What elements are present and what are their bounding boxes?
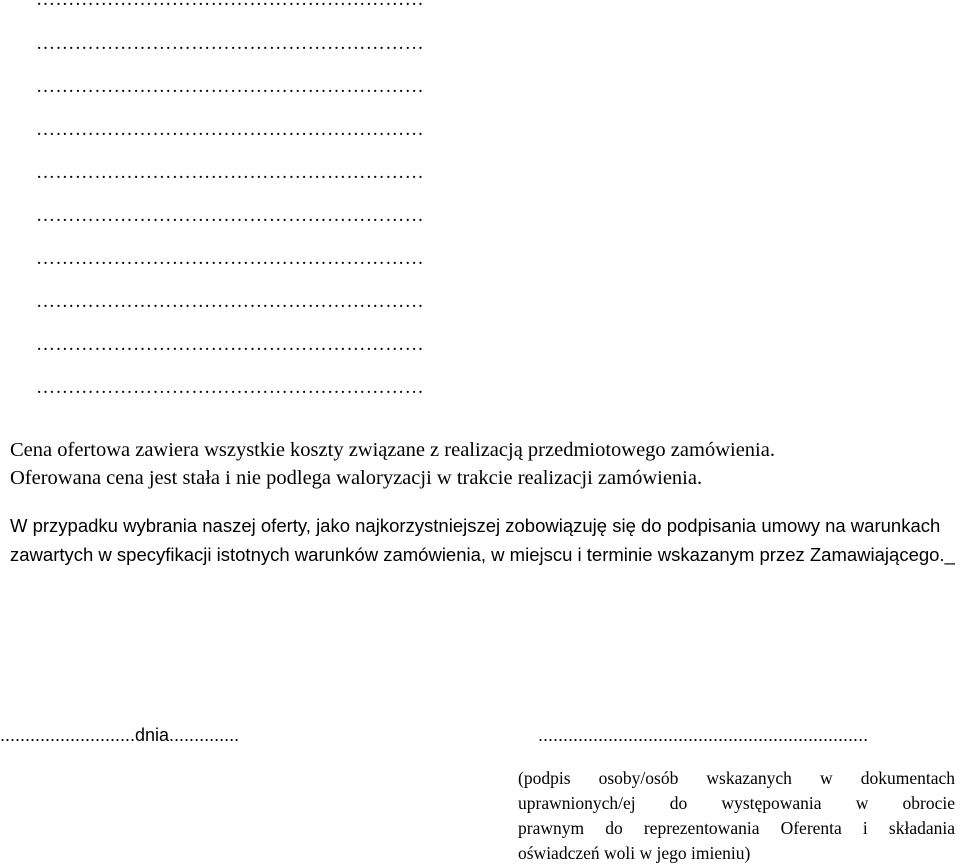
signature-caption-line: (podpis osoby/osób wskazanych w dokumentach (518, 768, 955, 788)
signature-caption-line: prawnym do reprezentowania Oferenta i składania (518, 818, 955, 838)
dotted-line: …………………………………………………… (36, 205, 424, 226)
signature-field: .................................................................. (538, 725, 869, 745)
dotted-line: …………………………………………………… (36, 334, 424, 355)
commitment-paragraph: W przypadku wybrania naszej oferty, jako najkorzystniejszej zobowiązuję się do podpisania umowy na warunkach zawartych w specyfikacji istotnych warunków zamówienia, w miejscu i terminie wskazanym przez Zamawiającego._ (10, 515, 955, 565)
dotted-line: …………………………………………………… (36, 248, 424, 269)
dotted-line: …………………………………………………… (36, 377, 424, 398)
dotted-line: …………………………………………………… (36, 119, 424, 140)
dotted-line: …………………………………………………… (36, 162, 424, 183)
price-paragraph (10, 436, 950, 492)
dotted-line: …………………………………………………… (36, 33, 424, 54)
place-date-field: ...........................dnia.............. (0, 725, 240, 745)
price-line-1: Cena ofertowa zawiera wszystkie koszty związane z realizacją przedmiotowego zamówienia. (10, 439, 775, 461)
signature-caption-line: oświadczeń woli w jego imieniu) (518, 843, 751, 863)
signature-caption (518, 766, 955, 866)
dotted-line: …………………………………………………… (36, 76, 424, 97)
price-line-2: Oferowana cena jest stała i nie podlega waloryzacji w trakcie realizacji zamówienia. (10, 467, 703, 489)
signature-caption-line: uprawnionych/ej do występowania w obrocie (518, 793, 955, 813)
dotted-line: …………………………………………………… (36, 291, 424, 312)
dotted-line (36, 0, 936, 12)
